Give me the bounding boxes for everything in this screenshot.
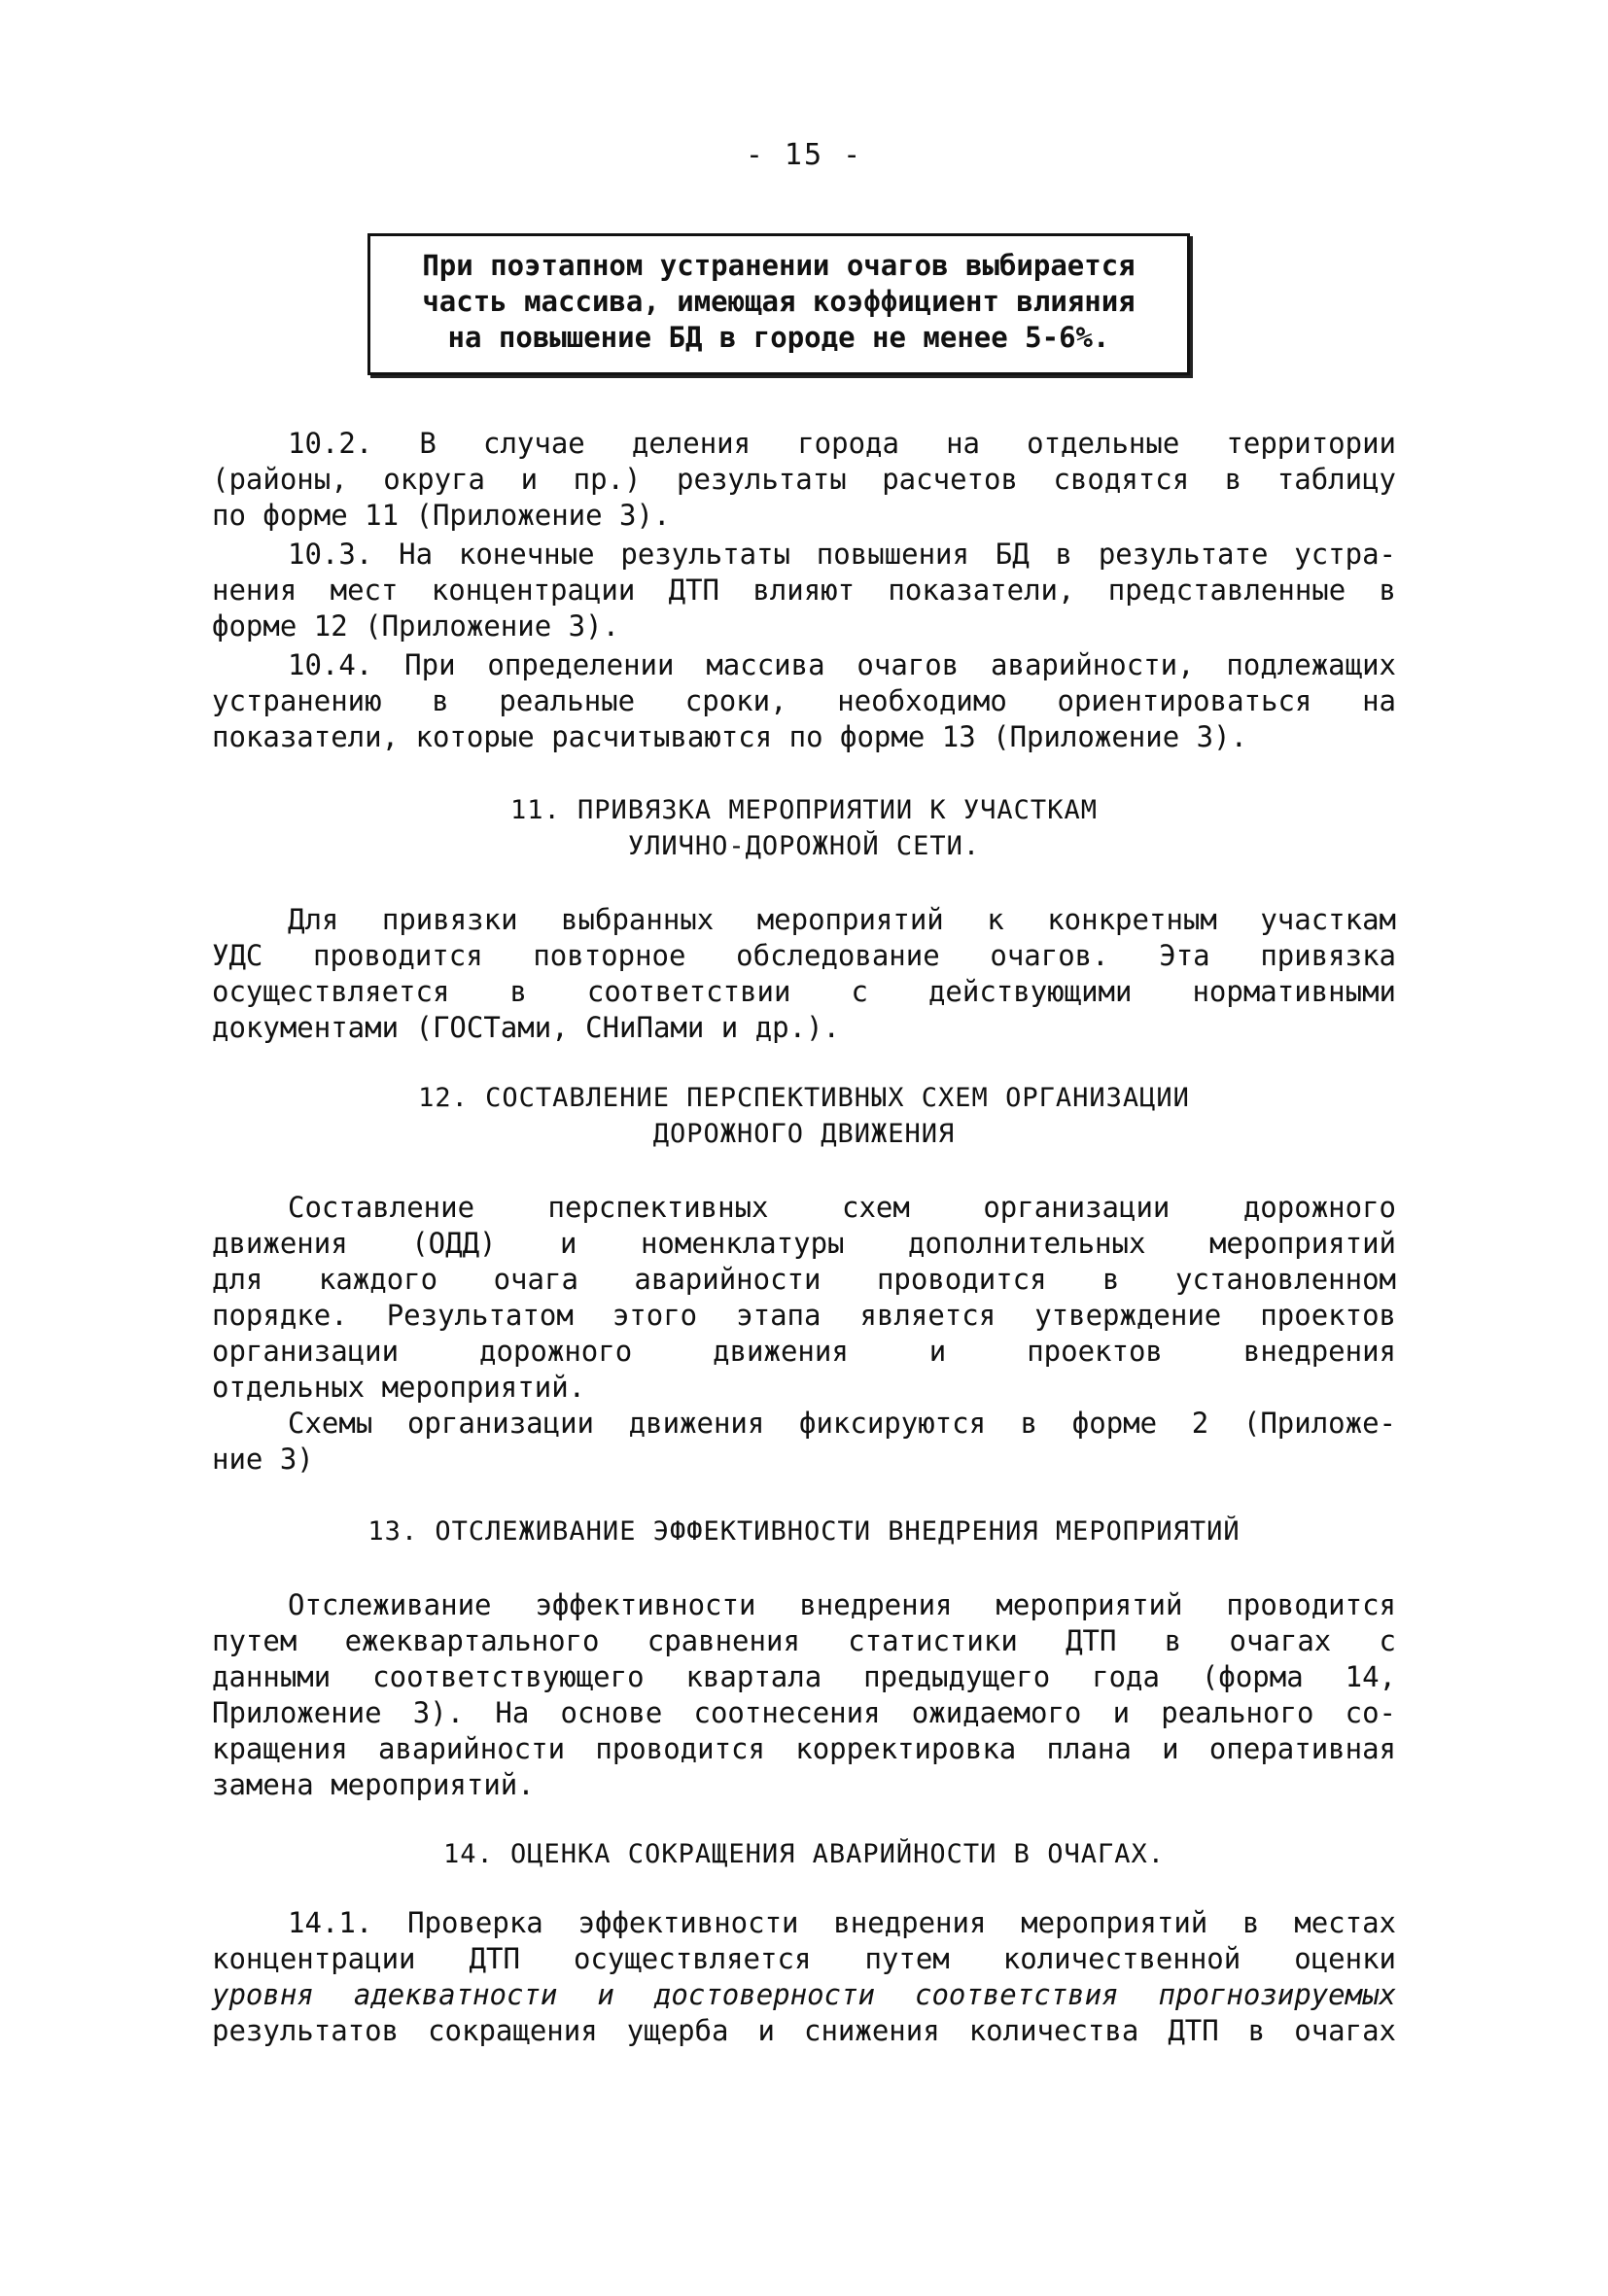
section-14-line: результатов сокращения ущерба и снижения количества ДТП в очагах xyxy=(212,2014,1396,2047)
section-12-heading: 12. СОСТАВЛЕНИЕ ПЕРСПЕКТИВНЫХ СХЕМ ОРГАНИЗАЦИИ xyxy=(418,1083,1190,1113)
section-11-line: осуществляется в соответствии с действующими нормативными xyxy=(212,975,1396,1008)
section-12-line: организации дорожного движения и проектов внедрения xyxy=(212,1335,1396,1368)
paragraph-10-2-line: по форме 11 (Приложение 3). xyxy=(212,499,671,532)
section-13-line: путем ежеквартального сравнения статистики ДТП в очагах с xyxy=(212,1624,1396,1657)
section-13-heading: 13. ОТСЛЕЖИВАНИЕ ЭФФЕКТИВНОСТИ ВНЕДРЕНИЯ МЕРОПРИЯТИЙ xyxy=(367,1516,1241,1547)
section-13-line: Отслеживание эффективности внедрения мероприятий проводится xyxy=(288,1588,1396,1621)
section-11-line: Для привязки выбранных мероприятий к конкретным участкам xyxy=(288,903,1396,936)
section-13-line: данными соответствующего квартала предыдущего года (форма 14, xyxy=(212,1660,1396,1693)
section-13-line: кращения аварийности проводится корректировка плана и оперативная xyxy=(212,1732,1396,1765)
section-11-heading: 11. ПРИВЯЗКА МЕРОПРИЯТИИ К УЧАСТКАМ xyxy=(510,795,1098,825)
notice-line: часть массива, имеющая коэффициент влияния xyxy=(422,285,1136,318)
paragraph-10-3-line: форме 12 (Приложение 3). xyxy=(212,609,620,643)
section-12-line: ние 3) xyxy=(212,1443,314,1476)
paragraph-10-4-line: показатели, которые расчитываются по форме 13 (Приложение 3). xyxy=(212,720,1248,753)
section-11-line: документами (ГОСТами, СНиПами и др.). xyxy=(212,1011,841,1044)
section-14-line: уровня адекватности и достоверности соответствия прогнозируемых xyxy=(212,1978,1396,2011)
notice-line: на повышение БД в городе не менее 5-6%. xyxy=(447,321,1110,354)
section-12-line: Схемы организации движения фиксируются в форме 2 (Приложе- xyxy=(288,1407,1396,1440)
section-11-line: УДС проводится повторное обследование очагов. Эта привязка xyxy=(212,939,1396,972)
section-13-line: замена мероприятий. xyxy=(212,1768,535,1801)
paragraph-10-4-line: устранению в реальные сроки, необходимо ориентироваться на xyxy=(212,684,1396,717)
section-12-line: отдельных мероприятий. xyxy=(212,1371,586,1404)
notice-line: При поэтапном устранении очагов выбирается xyxy=(422,249,1136,282)
section-12-line: для каждого очага аварийности проводится в установленном xyxy=(212,1263,1396,1296)
section-14-heading: 14. ОЦЕНКА СОКРАЩЕНИЯ АВАРИЙНОСТИ В ОЧАГАХ. xyxy=(443,1839,1165,1869)
paragraph-10-2-line: (районы, округа и пр.) результаты расчетов сводятся в таблицу xyxy=(212,463,1396,496)
paragraph-10-3-line: нения мест концентрации ДТП влияют показатели, представленные в xyxy=(212,574,1396,607)
section-14-line: концентрации ДТП осуществляется путем количественной оценки xyxy=(212,1942,1396,1975)
page-number: - 15 - xyxy=(745,138,863,172)
section-12-line: порядке. Результатом этого этапа является утверждение проектов xyxy=(212,1299,1396,1332)
paragraph-10-3-line: 10.3. На конечные результаты повышения БД в результате устра- xyxy=(288,538,1396,571)
section-11-heading: УЛИЧНО-ДОРОЖНОЙ СЕТИ. xyxy=(627,831,981,861)
section-13-line: Приложение 3). На основе соотнесения ожидаемого и реального со- xyxy=(212,1696,1396,1729)
paragraph-10-4-line: 10.4. При определении массива очагов аварийности, подлежащих xyxy=(288,648,1396,681)
paragraph-10-2-line: 10.2. В случае деления города на отдельные территории xyxy=(288,427,1396,460)
section-12-line: движения (ОДД) и номенклатуры дополнительных мероприятий xyxy=(212,1227,1396,1260)
section-12-heading: ДОРОЖНОГО ДВИЖЕНИЯ xyxy=(652,1119,956,1149)
notice-box xyxy=(367,233,1190,375)
section-14-line: 14.1. Проверка эффективности внедрения мероприятий в местах xyxy=(288,1906,1396,1939)
section-12-line: Составление перспективных схем организации дорожного xyxy=(288,1191,1396,1224)
